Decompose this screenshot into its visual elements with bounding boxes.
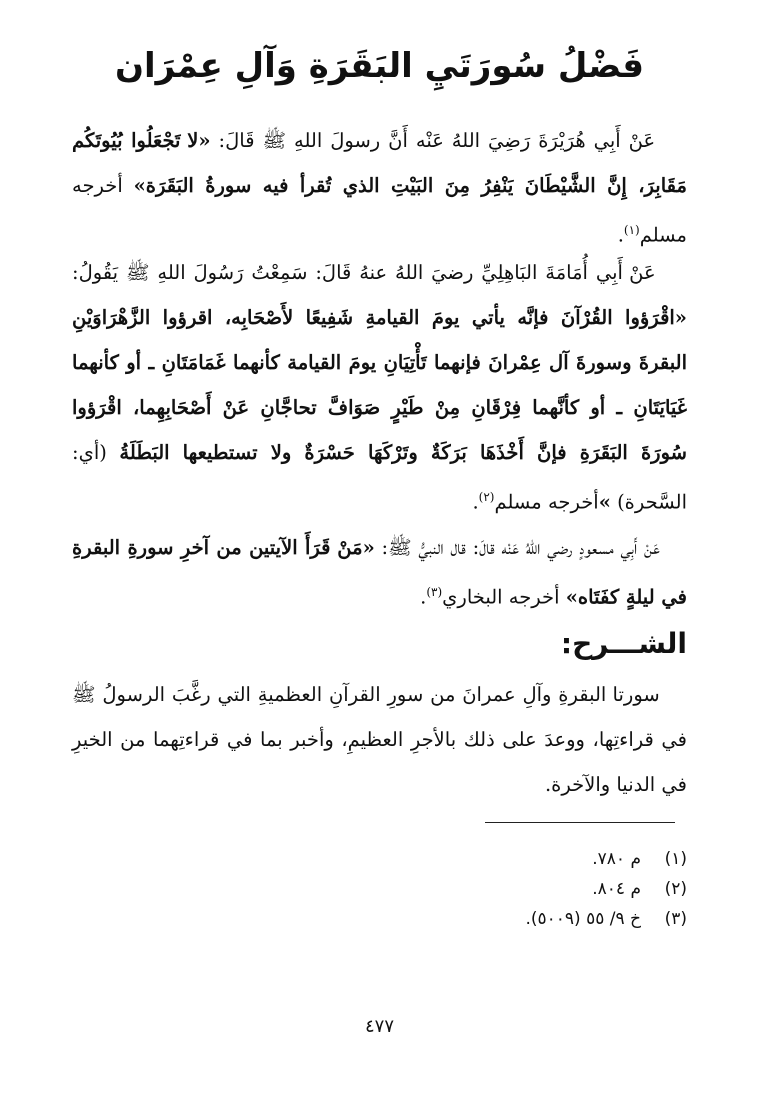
hadith-3-intro: عَنْ أَبِي مسعودٍ رضي اللهُ عَنْه قالَ: قال النبيُّ ﷺ: <box>374 536 660 559</box>
footnote-item <box>300 844 687 874</box>
footnote-number: (١) <box>664 849 687 869</box>
footnote-item <box>300 874 687 904</box>
hadith-2-end: . <box>472 490 479 514</box>
hadith-1-intro: عَنْ أَبِي هُرَيْرَةَ رَضِيَ اللهُ عَنْه أَنَّ رسولَ اللهِ ﷺ قَالَ: <box>210 129 656 152</box>
hadith-2-intro: عَنْ أَبِي أُمَامَةَ البَاهِلِيِّ رضيَ اللهُ عنهُ قَالَ: سَمِعْتُ رَسُولَ اللهِ ﷺ يَقُولُ: <box>72 261 656 284</box>
hadith-2-text: «اقْرَؤوا القُرْآنَ فإنَّه يأتي يومَ القيامةِ شَفِيعًا لأَصْحَابِه، اقرؤوا الزَّهْرَاوَيْنِ البقرةَ وسورةَ آل عِمْرانَ فإنهما تَأْتِيَانِ يومَ القيامة كأنهما غَمَامَتَانِ ـ أو كأنهما غَيَايَتَانِ ـ أو كأنَّهما فِرْقَانِ مِنْ طَيْرٍ صَوَافَّ تحاجَّانِ عَنْ أَصْحَابِهِما، اقْرَؤوا سُورَةَ البَقَرَةِ فإنَّ أَخْذَهَا بَرَكَةٌ وتَرْكَهَا حَسْرَةٌ ولا تستطيعها البَطَلَةُ <box>72 306 687 464</box>
footnote-ref-1: (١) <box>623 223 640 237</box>
hadith-2-gloss: (أي: السَّحرة) <box>72 441 687 514</box>
sharh-body <box>72 672 687 807</box>
hadith-3-source: أخرجه البخاري <box>442 585 566 609</box>
footnote-text: خ ٩/ ٥٥ (٥٠٠٩). <box>525 909 641 929</box>
footnote-number: (٢) <box>664 879 687 899</box>
footnote-number: (٣) <box>664 909 687 929</box>
page-title: فَضْلُ سُورَتَيِ البَقَرَةِ وَآلِ عِمْرَان <box>114 46 645 86</box>
footnote-divider <box>485 822 675 823</box>
hadith-1-end: . <box>617 223 624 247</box>
footnote-ref-2: (٢) <box>478 490 495 504</box>
hadith-2 <box>72 250 687 525</box>
footnote-ref-3: (٣) <box>426 585 443 599</box>
footnotes <box>300 844 687 934</box>
hadith-2-source: أخرجه مسلم <box>494 490 599 514</box>
hadith-1 <box>72 118 687 258</box>
page-number: ٤٧٧ <box>364 1016 394 1037</box>
hadith-3-end: . <box>420 585 427 609</box>
sharh-text: سورتا البقرةِ وآلِ عمرانَ من سورِ القرآنِ العظميةِ التي رغَّبَ الرسولُ ﷺ في قراءتِها، ووعدَ على ذلك بالأجرِ العظيمِ، وأخبر بما في قراءتِهما من الخيرِ في الدنيا والآخرة. <box>72 683 687 796</box>
hadith-1-text: «لا تَجْعَلُوا بُيُوتَكُم مَقَابِرَ، إِنَّ الشَّيْطَانَ يَنْفِرُ مِنَ البَيْتِ الذي تُقرأ فيه سورةُ البَقَرَة» <box>72 129 687 197</box>
hadith-2-close: » <box>598 490 611 514</box>
sharh-heading: الشـــرح: <box>560 627 687 660</box>
hadith-3-text: «مَنْ قَرَأَ الآيتين من آخرِ سورةِ البقرةِ في ليلةٍ كفَتَاه» <box>72 536 687 609</box>
hadith-1-source: أخرجه مسلم <box>72 174 687 247</box>
footnote-text: م ٨٠٤. <box>592 879 641 899</box>
hadith-3 <box>72 525 687 620</box>
footnote-text: م ٧٨٠. <box>592 849 641 869</box>
footnote-item <box>300 904 687 934</box>
